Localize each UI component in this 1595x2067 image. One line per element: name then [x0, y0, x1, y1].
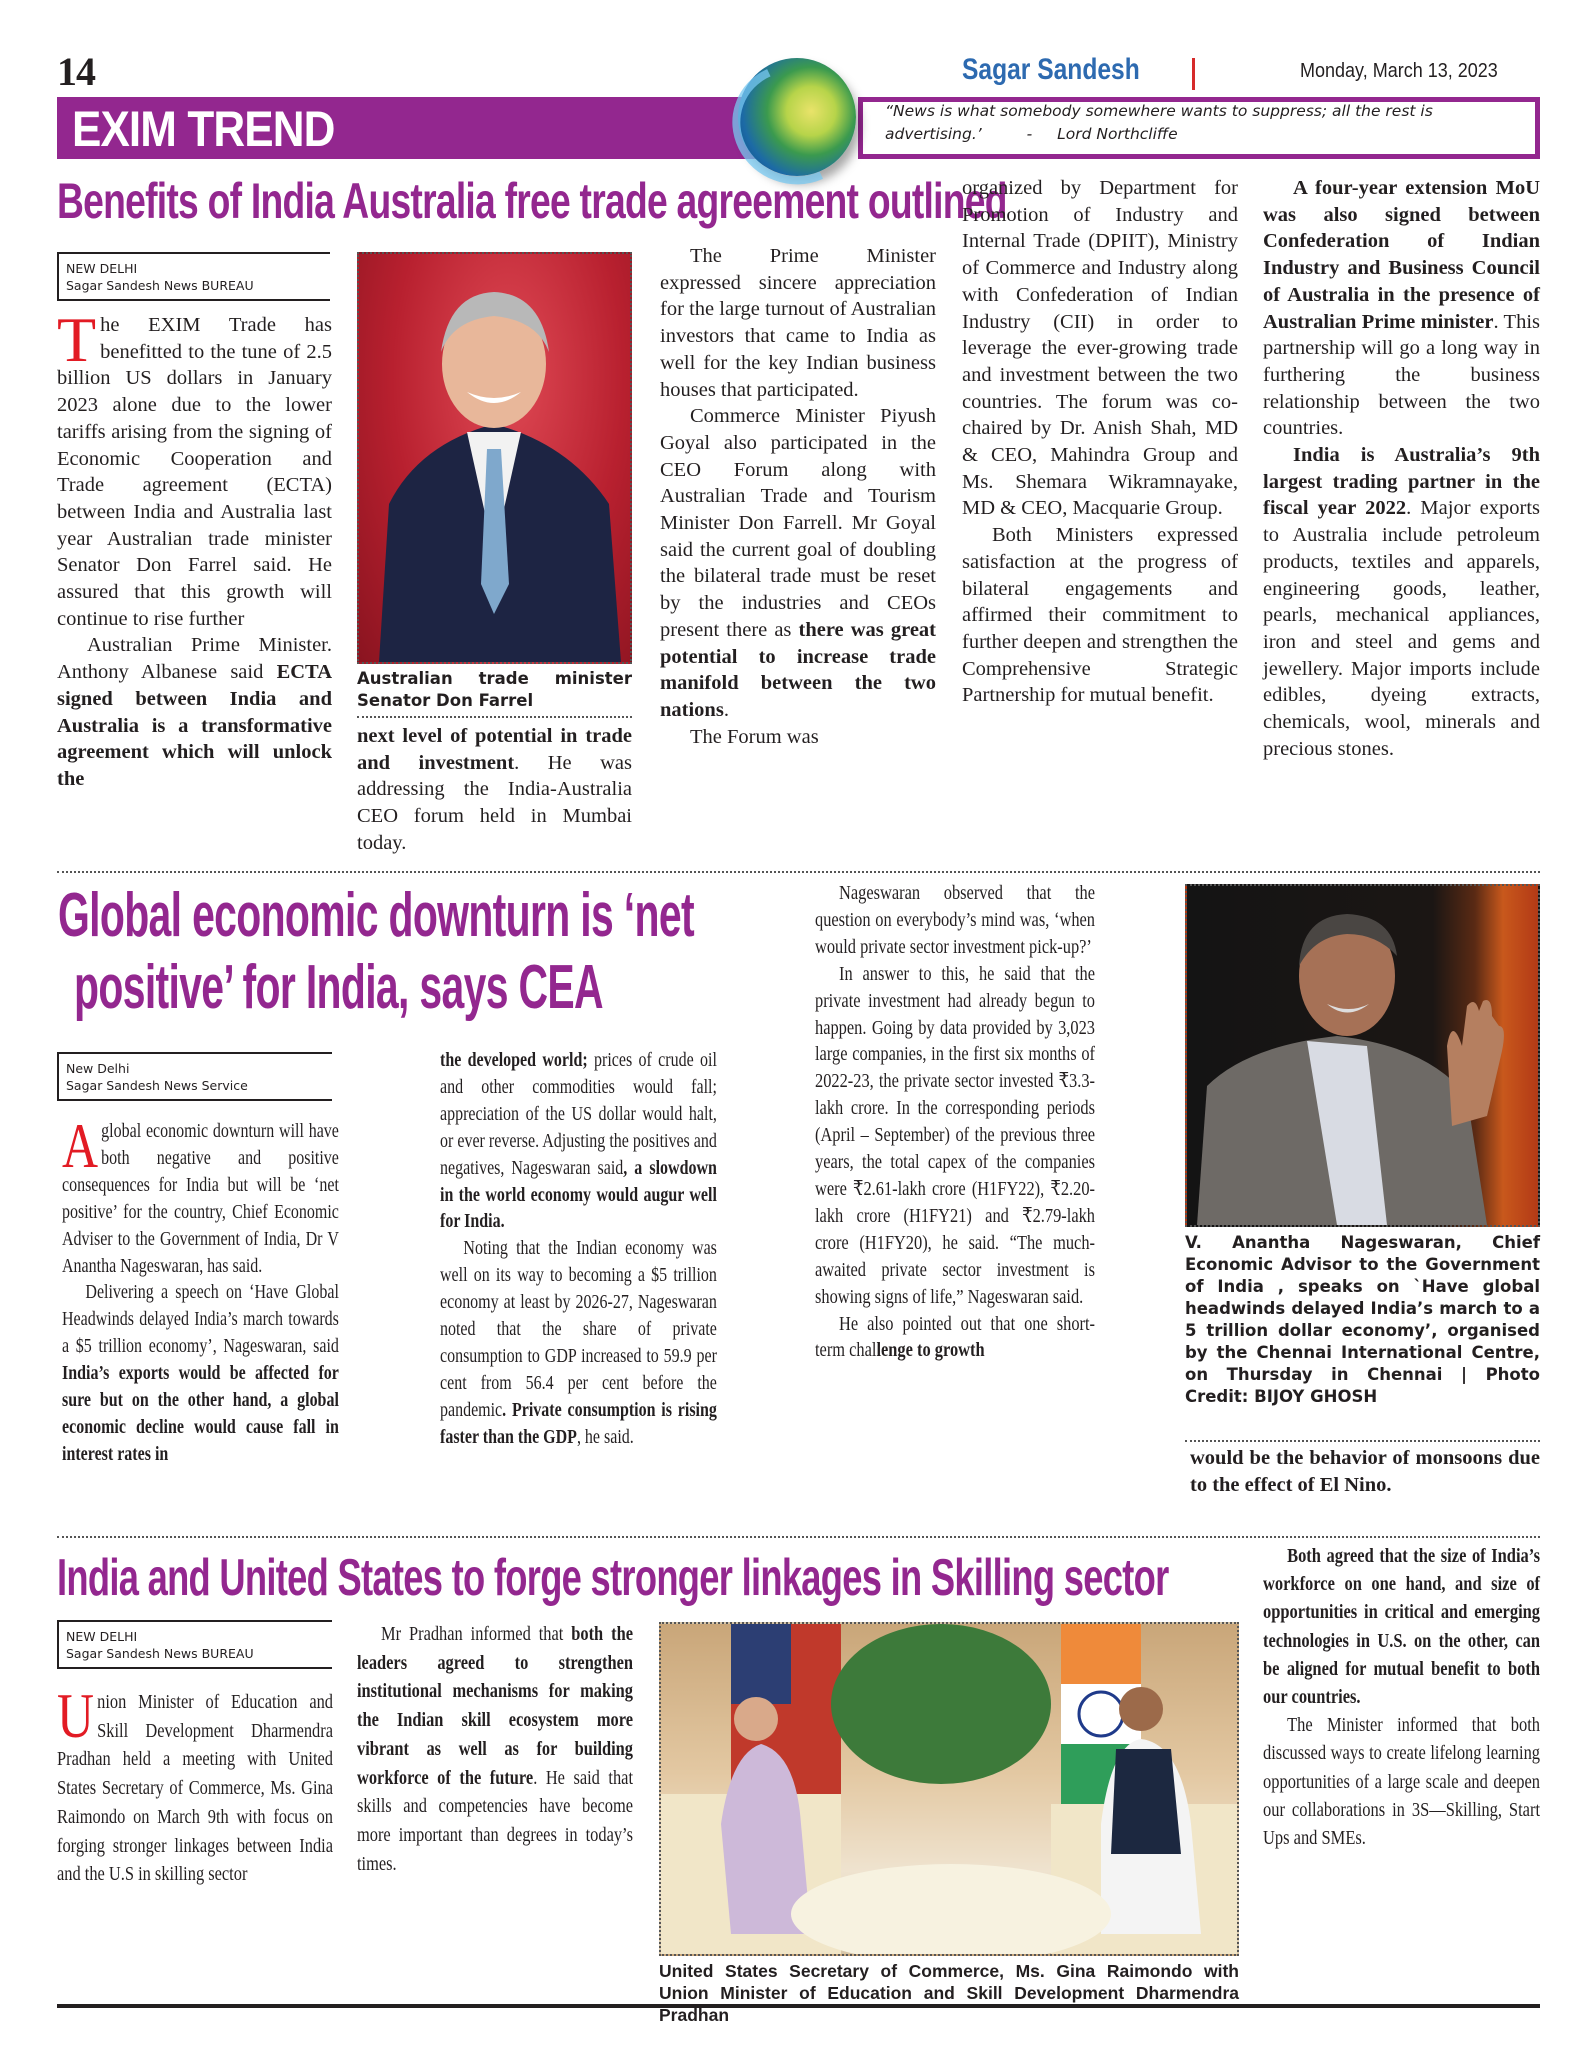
article1-photo — [357, 252, 632, 664]
masthead-quote — [885, 100, 1525, 146]
issue-date: Monday, March 13, 2023 — [1300, 60, 1498, 82]
article3-dateline — [57, 1620, 332, 1669]
portrait-illustration — [359, 254, 630, 662]
article3-headline: India and United States to forge stronger linkages in Skilling sector — [57, 1549, 1169, 1607]
article1-photo-caption: Australian trade minister Senator Don Farrel — [357, 669, 632, 710]
paragraph-text: . This partnership will go a long way in furthering the business relationship between the two countries. — [1263, 310, 1540, 440]
page-bottom-rule — [57, 2004, 1540, 2008]
paragraph-bold: lenge to growth — [876, 1339, 985, 1362]
article1-col4 — [962, 175, 1238, 709]
paragraph: nion Minister of Education and Skill Development Dharmendra Pradhan held a meeting with United States Secretary of Commerce, Ms. Gina Raimondo on March 9th with focus on forging stronger linkages between India and the U.S in skilling sector — [57, 1691, 333, 1886]
paragraph-bold: the developed world; — [440, 1049, 588, 1071]
paragraph-text: Delivering a speech on ‘Have Global Headwinds delayed India’s march towards a $5 trillion economy’, Nageswaran, said — [62, 1281, 339, 1358]
paragraph-text: . He said that skills and competencies have become more important than degrees in today’s times. — [357, 1766, 634, 1875]
article1-col5 — [1263, 175, 1540, 762]
article2-dateline — [57, 1052, 332, 1101]
article2-photo-caption: V. Anantha Nageswaran, Chief Economic Advisor to the Government of India , speaks on `Have global headwinds delayed India’s march to a 5 trillion dollar economy’, organised by the Chennai International Centre, on Thursday in Chennai | Photo Credit: BIJOY GHOSH — [1185, 1233, 1540, 1406]
article3-col1 — [57, 1680, 333, 1889]
headline-line: Global economic downturn is ‘net — [58, 881, 694, 950]
article1-headline: Benefits of India Australia free trade agreement outlined — [57, 173, 1007, 229]
article1-col2 — [357, 723, 632, 857]
masthead-divider — [1192, 58, 1195, 90]
dateline-source: Sagar Sandesh News Service — [66, 1078, 248, 1093]
paragraph-text: prices of crude oil and other commodities would fall; appreciation of the US dollar would halt, or ever reverse. Adjusting the positives and negatives, Nageswaran said — [440, 1049, 717, 1179]
paragraph-bold: would be the behavior of monsoons due to the effect of El Nino. — [1190, 1447, 1540, 1496]
quote-separator: - — [1026, 125, 1033, 143]
paragraph-bold: ECTA signed between India and Australia is a transformative agreement which will unlock the — [57, 661, 332, 790]
quote-author: Lord Northcliffe — [1057, 125, 1178, 143]
dateline-place: NEW DELHI — [66, 1629, 138, 1644]
article-divider — [57, 871, 1540, 873]
article2-col1 — [62, 1110, 339, 1468]
article2-col3 — [815, 880, 1095, 1364]
paragraph-text: . He was addressing the India-Australia CEO forum held in Mumbai today. — [357, 751, 632, 854]
paragraph: The Forum was — [690, 725, 819, 748]
paragraph-bold: India’s exports would be affected for sure but on the other hand, a global economic decline would cause fall in interest rates in — [62, 1362, 339, 1465]
paragraph-text: He also pointed out that one short-term chal — [815, 1312, 1095, 1362]
paragraph-bold: both the leaders agreed to strengthen institutional mechanisms for making the Indian skill ecosystem more vibrant as well as for building workforce of the future — [357, 1623, 633, 1789]
paragraph-bold: Both agreed that the size of India’s workforce on one hand, and size of opportunities in critical and emerging technologies in U.S. on the other, can be aligned for mutual benefit to both our countries. — [1263, 1545, 1541, 1709]
page-number: 14 — [57, 49, 95, 94]
meeting-illustration — [661, 1624, 1237, 1954]
paragraph: The Prime Minister expressed sincere appreciation for the large turnout of Australian investors that came to India as well for the key Indian business houses that participated. — [660, 245, 936, 401]
dropcap: T — [57, 304, 97, 375]
paragraph: The Minister informed that both discussed ways to create lifelong learning opportunities of a large scale and deepen our collaborations in 3S—Skilling, Start Ups and SMEs. — [1263, 1714, 1541, 1850]
dateline-source: Sagar Sandesh News BUREAU — [66, 1646, 254, 1661]
article3-col2 — [357, 1620, 633, 1878]
paragraph-text: Commerce Minister Piyush Goyal also participated in the CEO Forum along with Australian Trade and Tourism Minister Don Farrell. Mr Goyal said the current goal of doubling the bilateral trade must be reset by the industries and CEOs present there as — [660, 405, 936, 641]
dropcap: U — [57, 1680, 94, 1751]
paragraph-bold: next level of potential in trade and investment — [357, 725, 632, 774]
paragraph-bold: India is Australia’s 9th largest trading partner in the fiscal year 2022 — [1263, 444, 1540, 520]
paragraph-text: . — [723, 698, 729, 721]
section-title: EXIM TREND — [72, 101, 335, 157]
caption-divider — [1185, 1440, 1540, 1442]
headline-line: positive’ for India, says CEA — [74, 953, 603, 1022]
paragraph: Nageswaran observed that the question on everybody’s mind was, ‘when would private sector investment pick-up?’ — [815, 882, 1095, 958]
quote-text: “News is what somebody somewhere wants to suppress; all the rest is advertising.’ — [885, 102, 1433, 143]
article1-col3 — [660, 243, 936, 750]
dropcap: A — [62, 1110, 99, 1181]
speaker-illustration — [1187, 886, 1538, 1225]
masthead-logo: Sagar Sandesh — [962, 53, 1140, 86]
article3-photo-caption: United States Secretary of Commerce, Ms. Gina Raimondo with Union Minister of Education and Skill Development Dharmendra Pradhan — [659, 1961, 1239, 2025]
paragraph-text: Australian Prime Minister. Anthony Albanese said — [57, 634, 332, 684]
paragraph-text: Noting that the Indian economy was well on its way to becoming a $5 trillion economy at least by 2026-27, Nageswaran noted that the share of private consumption to GDP increased to 59.9 per cent from 56.4 per cent before the pandemic — [440, 1237, 717, 1421]
article3-col3 — [1263, 1542, 1540, 1852]
article1-col1 — [57, 304, 332, 793]
dateline-place: NEW DELHI — [66, 261, 138, 276]
article2-headline — [58, 880, 694, 1024]
paragraph-bold: . Private consumption is rising faster than the GDP — [440, 1398, 717, 1448]
paragraph-bold: , a slowdown in the world economy would augur well for India. — [440, 1156, 717, 1233]
article-divider — [57, 1536, 1540, 1538]
dateline-source: Sagar Sandesh News BUREAU — [66, 278, 254, 293]
paragraph: organized by Department for Promotion of Industry and Internal Trade (DPIIT), Ministry of Commerce and Industry along with Confederation of Indian Industry (CII) in order to leverage the ever-growing trade and investment between the two countries. The forum was co-chaired by Dr. Anish Shah, MD & CEO, Mahindra Group and Ms. Shemara Wikramnayake, MD & CEO, Macquarie Group. — [962, 177, 1238, 520]
paragraph: global economic downturn will have both negative and positive consequences for India but will be ‘net positive’ for the country, Chief Economic Adviser to the Government of India, Dr V Anantha Nageswaran, has said. — [62, 1120, 339, 1277]
paragraph-text: . Major exports to Australia include petroleum products, textiles and apparels, engineering goods, leather, pearls, mechanical appliances, iron and steel and gems and jewellery. Major imports include edibles, dyeing extracts, chemicals, wool, minerals and precious stones. — [1263, 497, 1541, 760]
paragraph: Both Ministers expressed satisfaction at the progress of bilateral engagements and affirmed their commitment to further deepen and strengthen the Comprehensive Strategic Partnership for mutual benefit. — [962, 524, 1238, 707]
article2-col4 — [1190, 1445, 1540, 1498]
article2-photo — [1185, 884, 1540, 1227]
paragraph: he EXIM Trade has benefitted to the tune of 2.5 billion US dollars in January 2023 alone due to the lower tariffs arising from the signing of Economic Cooperation and Trade agreement (ECTA) between India and Australia last year Australian trade minister Senator Don Farrel said. He assured that this growth will continue to rise further — [57, 314, 332, 630]
paragraph: In answer to this, he said that the private investment had already begun to happen. Going by data provided by 3,023 large companies, in the first six months of 2022-23, the private sector invested ₹3.3-lakh crore. In the corresponding periods (April – September) of the previous three years, the total capex of the companies were ₹2.61-lakh crore (H1FY22), ₹2.20-lakh crore (H1FY21) and ₹2.79-lakh crore (H1FY20), he said. “The much-awaited private sector investment is showing signs of life,” Nageswaran said. — [815, 962, 1095, 1308]
dateline-place: New Delhi — [66, 1061, 130, 1076]
paragraph-bold: A four-year extension MoU was also signed between Confederation of Indian Industry and Business Council of Australia in the presence of Australian Prime minister — [1263, 177, 1540, 333]
article2-col2 — [440, 1047, 717, 1451]
caption-divider — [357, 716, 632, 718]
article1-dateline — [57, 252, 330, 301]
paragraph-text: Mr Pradhan informed that — [381, 1623, 572, 1645]
article3-photo — [659, 1622, 1239, 1956]
paragraph-bold: there was great potential to increase trade manifold between the two nations — [660, 618, 937, 721]
paragraph-text: , he said. — [576, 1425, 634, 1448]
